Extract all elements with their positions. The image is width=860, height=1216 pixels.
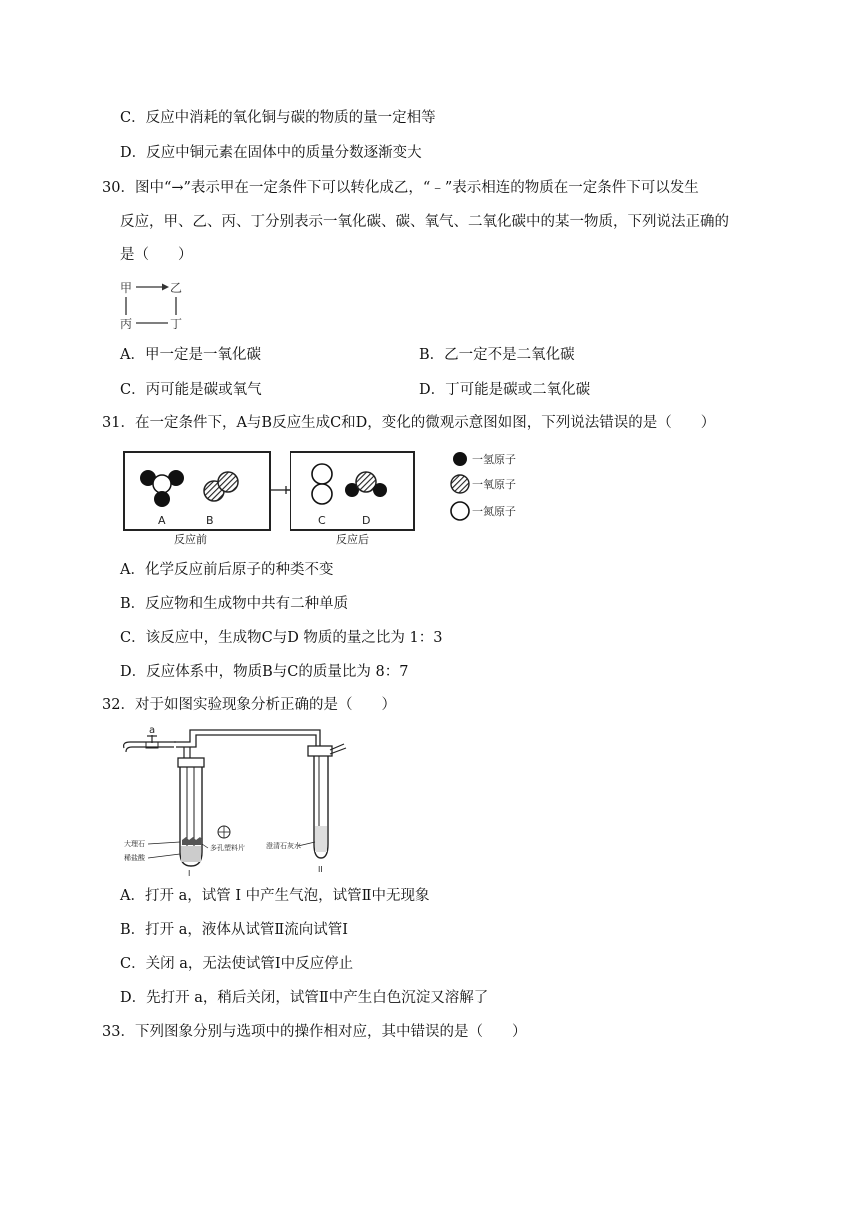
legend-o-icon — [451, 475, 469, 493]
q30-option-c: C．丙可能是碳或氧气 — [120, 382, 262, 398]
q31-stem: 31．在一定条件下，A与B反应生成C和D，变化的微观示意图如图，下列说法错误的是（ ） — [102, 415, 716, 431]
q32-option-d: D．先打开 a，稍后关闭，试管Ⅱ中产生白色沉淀又溶解了 — [120, 990, 489, 1006]
q31-option-a: A．化学反应前后原子的种类不变 — [120, 562, 334, 578]
caption-after: 反应后 — [336, 533, 369, 546]
plate-label: 多孔塑料片 — [210, 844, 245, 852]
legend-h-icon — [453, 452, 467, 466]
before-box — [124, 452, 270, 530]
tube-2-label: II — [318, 865, 323, 874]
q30-option-b: B．乙一定不是二氧化碳 — [419, 347, 575, 363]
node-ding: 丁 — [170, 317, 183, 331]
q33-stem: 33．下列图象分别与选项中的操作相对应，其中错误的是（ ） — [102, 1024, 527, 1040]
q31-after-diagram — [290, 446, 538, 550]
q31-option-d: D．反应体系中，物质B与C的质量比为 8：7 — [120, 664, 409, 680]
legend-n-icon — [451, 502, 469, 520]
label-b: B — [206, 514, 214, 527]
tube-1 — [178, 758, 204, 866]
q29-option-c: C．反应中消耗的氧化铜与碳的物质的量一定相等 — [120, 110, 436, 126]
q32-option-b: B．打开 a，液体从试管Ⅱ流向试管Ⅰ — [120, 922, 348, 938]
label-d: D — [362, 514, 371, 527]
q30-stem-line1: 30．图中“→”表示甲在一定条件下可以转化成乙，“﹣”表示相连的物质在一定条件下可以发生 — [102, 180, 699, 196]
node-yi: 乙 — [170, 281, 183, 295]
legend-n: 一氮原子 — [472, 505, 516, 518]
valve-label: a — [149, 725, 156, 736]
tube-1-label: I — [188, 869, 191, 878]
legend-o: 一氧原子 — [472, 478, 516, 491]
q30-relation-diagram — [118, 278, 190, 334]
q30-stem-line3: 是（ ） — [120, 247, 193, 263]
q32-option-a: A．打开 a，试管 Ⅰ 中产生气泡，试管Ⅱ中无现象 — [120, 888, 430, 904]
q29-option-d: D．反应中铜元素在固体中的质量分数逐渐变大 — [120, 145, 422, 161]
label-c: C — [318, 514, 326, 527]
q32-stem: 32．对于如图实验现象分析正确的是（ ） — [102, 697, 396, 713]
arrowhead-icon — [162, 284, 169, 291]
tube-2 — [308, 744, 346, 858]
node-jia: 甲 — [120, 281, 133, 295]
q30-stem-line2: 反应，甲、乙、丙、丁分别表示一氧化碳、碳、氧气、二氧化碳中的某一物质，下列说法正确的 — [120, 214, 729, 230]
label-a: A — [158, 514, 166, 527]
legend — [451, 452, 516, 520]
acid-label: 稀盐酸 — [124, 854, 145, 862]
q32-option-c: C．关闭 a，无法使试管Ⅰ中反应停止 — [120, 956, 354, 972]
porous-plate-icon — [218, 826, 230, 838]
marble-label: 大理石 — [124, 840, 145, 848]
q31-option-c: C．该反应中，生成物C与D 物质的量之比为 1：3 — [120, 630, 443, 646]
q31-option-b: B．反应物和生成物中共有二种单质 — [120, 596, 349, 612]
caption-before: 反应前 — [174, 533, 207, 546]
q30-option-a: A．甲一定是一氧化碳 — [120, 347, 261, 363]
q30-option-d: D．丁可能是碳或二氧化碳 — [419, 382, 591, 398]
node-bing: 丙 — [120, 317, 133, 331]
legend-h: 一氢原子 — [472, 453, 516, 466]
q32-apparatus-diagram — [118, 722, 358, 878]
limewater-label: 澄清石灰水 — [266, 842, 301, 850]
